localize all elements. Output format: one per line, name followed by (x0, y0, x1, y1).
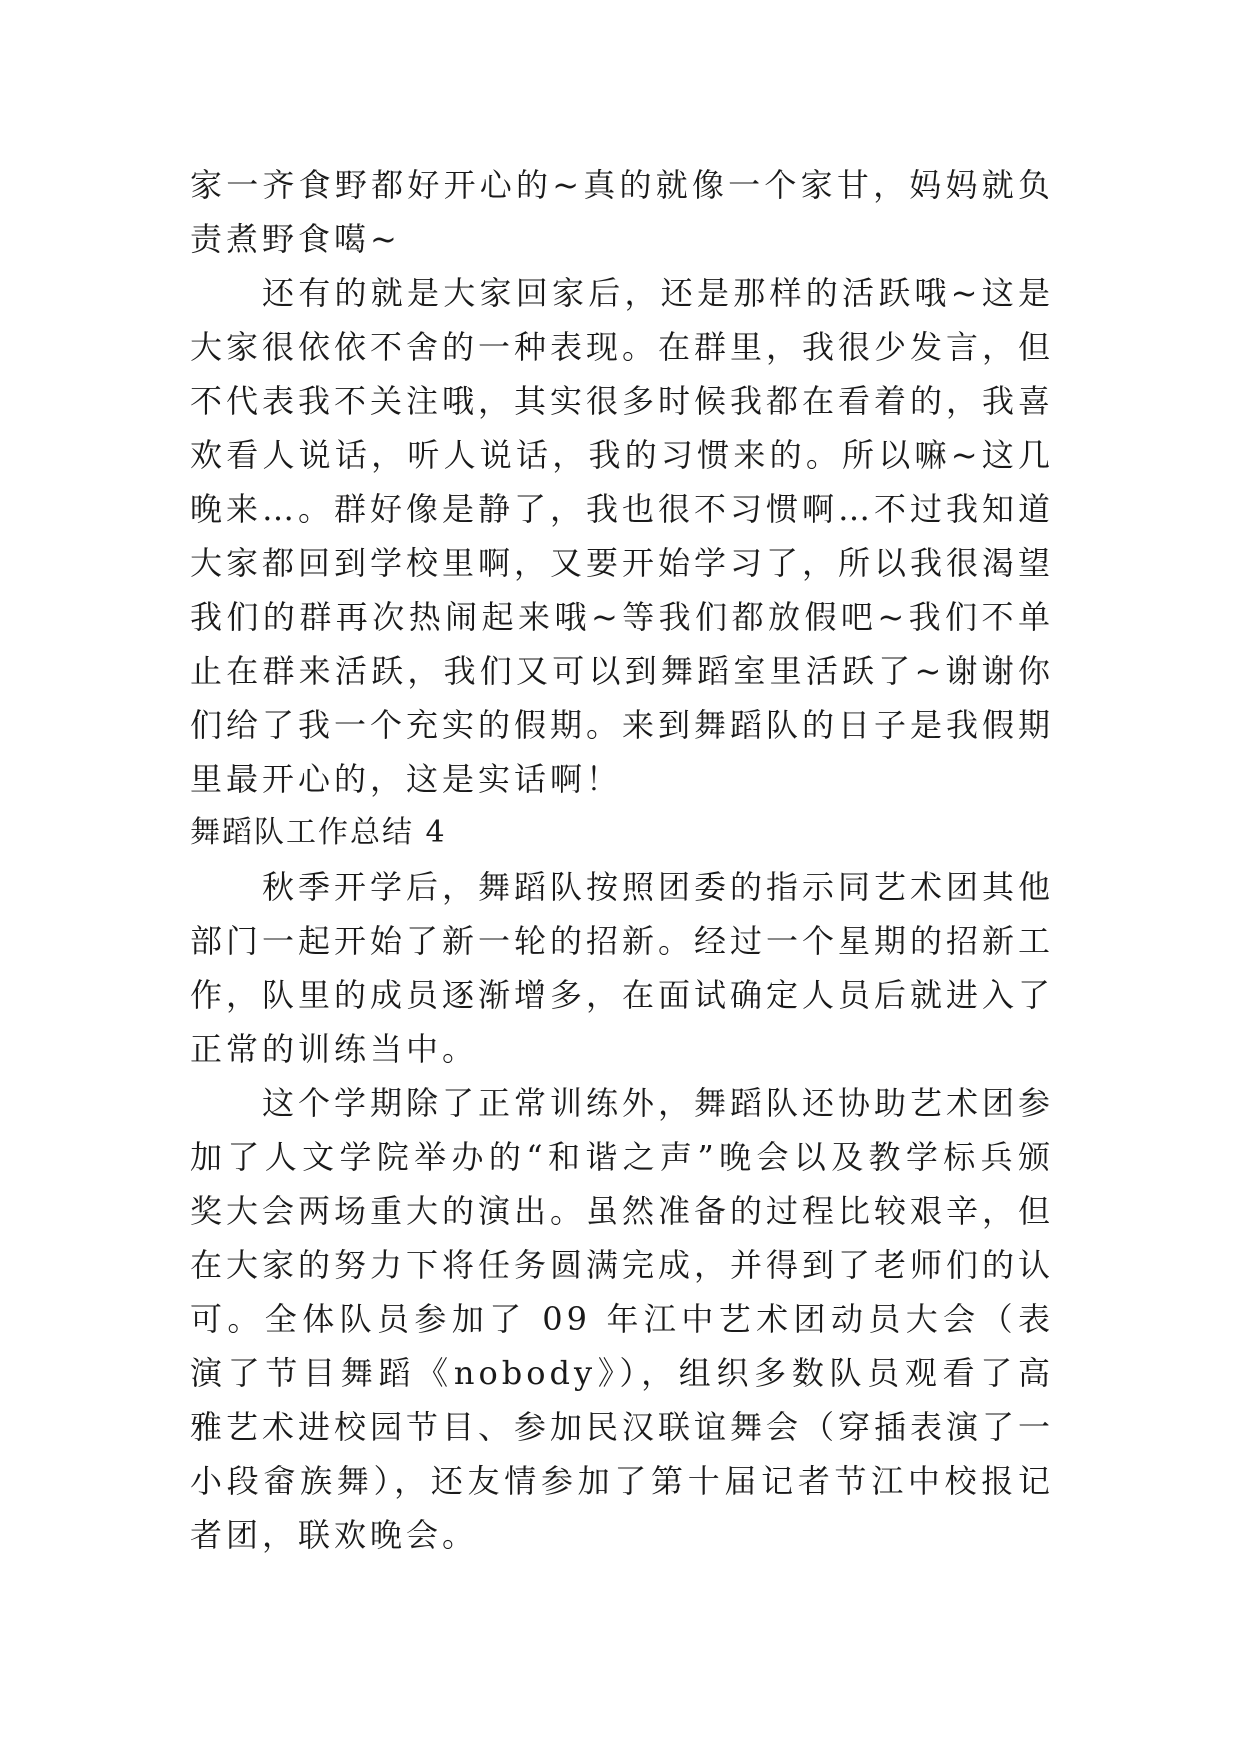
paragraph-recruitment: 秋季开学后，舞蹈队按照团委的指示同艺术团其他部门一起开始了新一轮的招新。经过一个星期的招新工作，队里的成员逐渐增多，在面试确定人员后就进入了正常的训练当中。 (190, 868, 1055, 1068)
section-heading: 舞蹈队工作总结 4 (190, 815, 447, 850)
paragraph-continuation: 家一齐食野都好开心的~真的就像一个家甘，妈妈就负责煮野食噶~ (190, 166, 1054, 258)
paragraph-performances: 这个学期除了正常训练外，舞蹈队还协助艺术团参加了人文学院举办的“和谐之声”晚会以及教学标兵颁奖大会两场重大的演出。虽然准备的过程比较艰辛，但在大家的努力下将任务圆满完成，并得到了老师们的认可。全体队员参加了 09 年江中艺术团动员大会（表演了节目舞蹈《nobody》），组织多数队员观看了高雅艺术进校园节目、参加民汉联谊舞会（穿插表演了一小段畲族舞），还友情参加了第十届记者节江中校报记者团，联欢晚会。 (190, 1084, 1055, 1554)
paragraph-group-chat: 还有的就是大家回家后，还是那样的活跃哦~这是大家很依依不舍的一种表现。在群里，我很少发言，但不代表我不关注哦，其实很多时候我都在看着的，我喜欢看人说话，听人说话，我的习惯来的。所以嘛~这几晚来…。群好像是静了，我也很不习惯啊…不过我知道大家都回到学校里啊，又要开始学习了，所以我很渴望我们的群再次热闹起来哦~等我们都放假吧~我们不单止在群来活跃，我们又可以到舞蹈室里活跃了~谢谢你们给了我一个充实的假期。来到舞蹈队的日子是我假期里最开心的，这是实话啊！ (190, 274, 1055, 798)
document-body (190, 158, 1054, 1562)
